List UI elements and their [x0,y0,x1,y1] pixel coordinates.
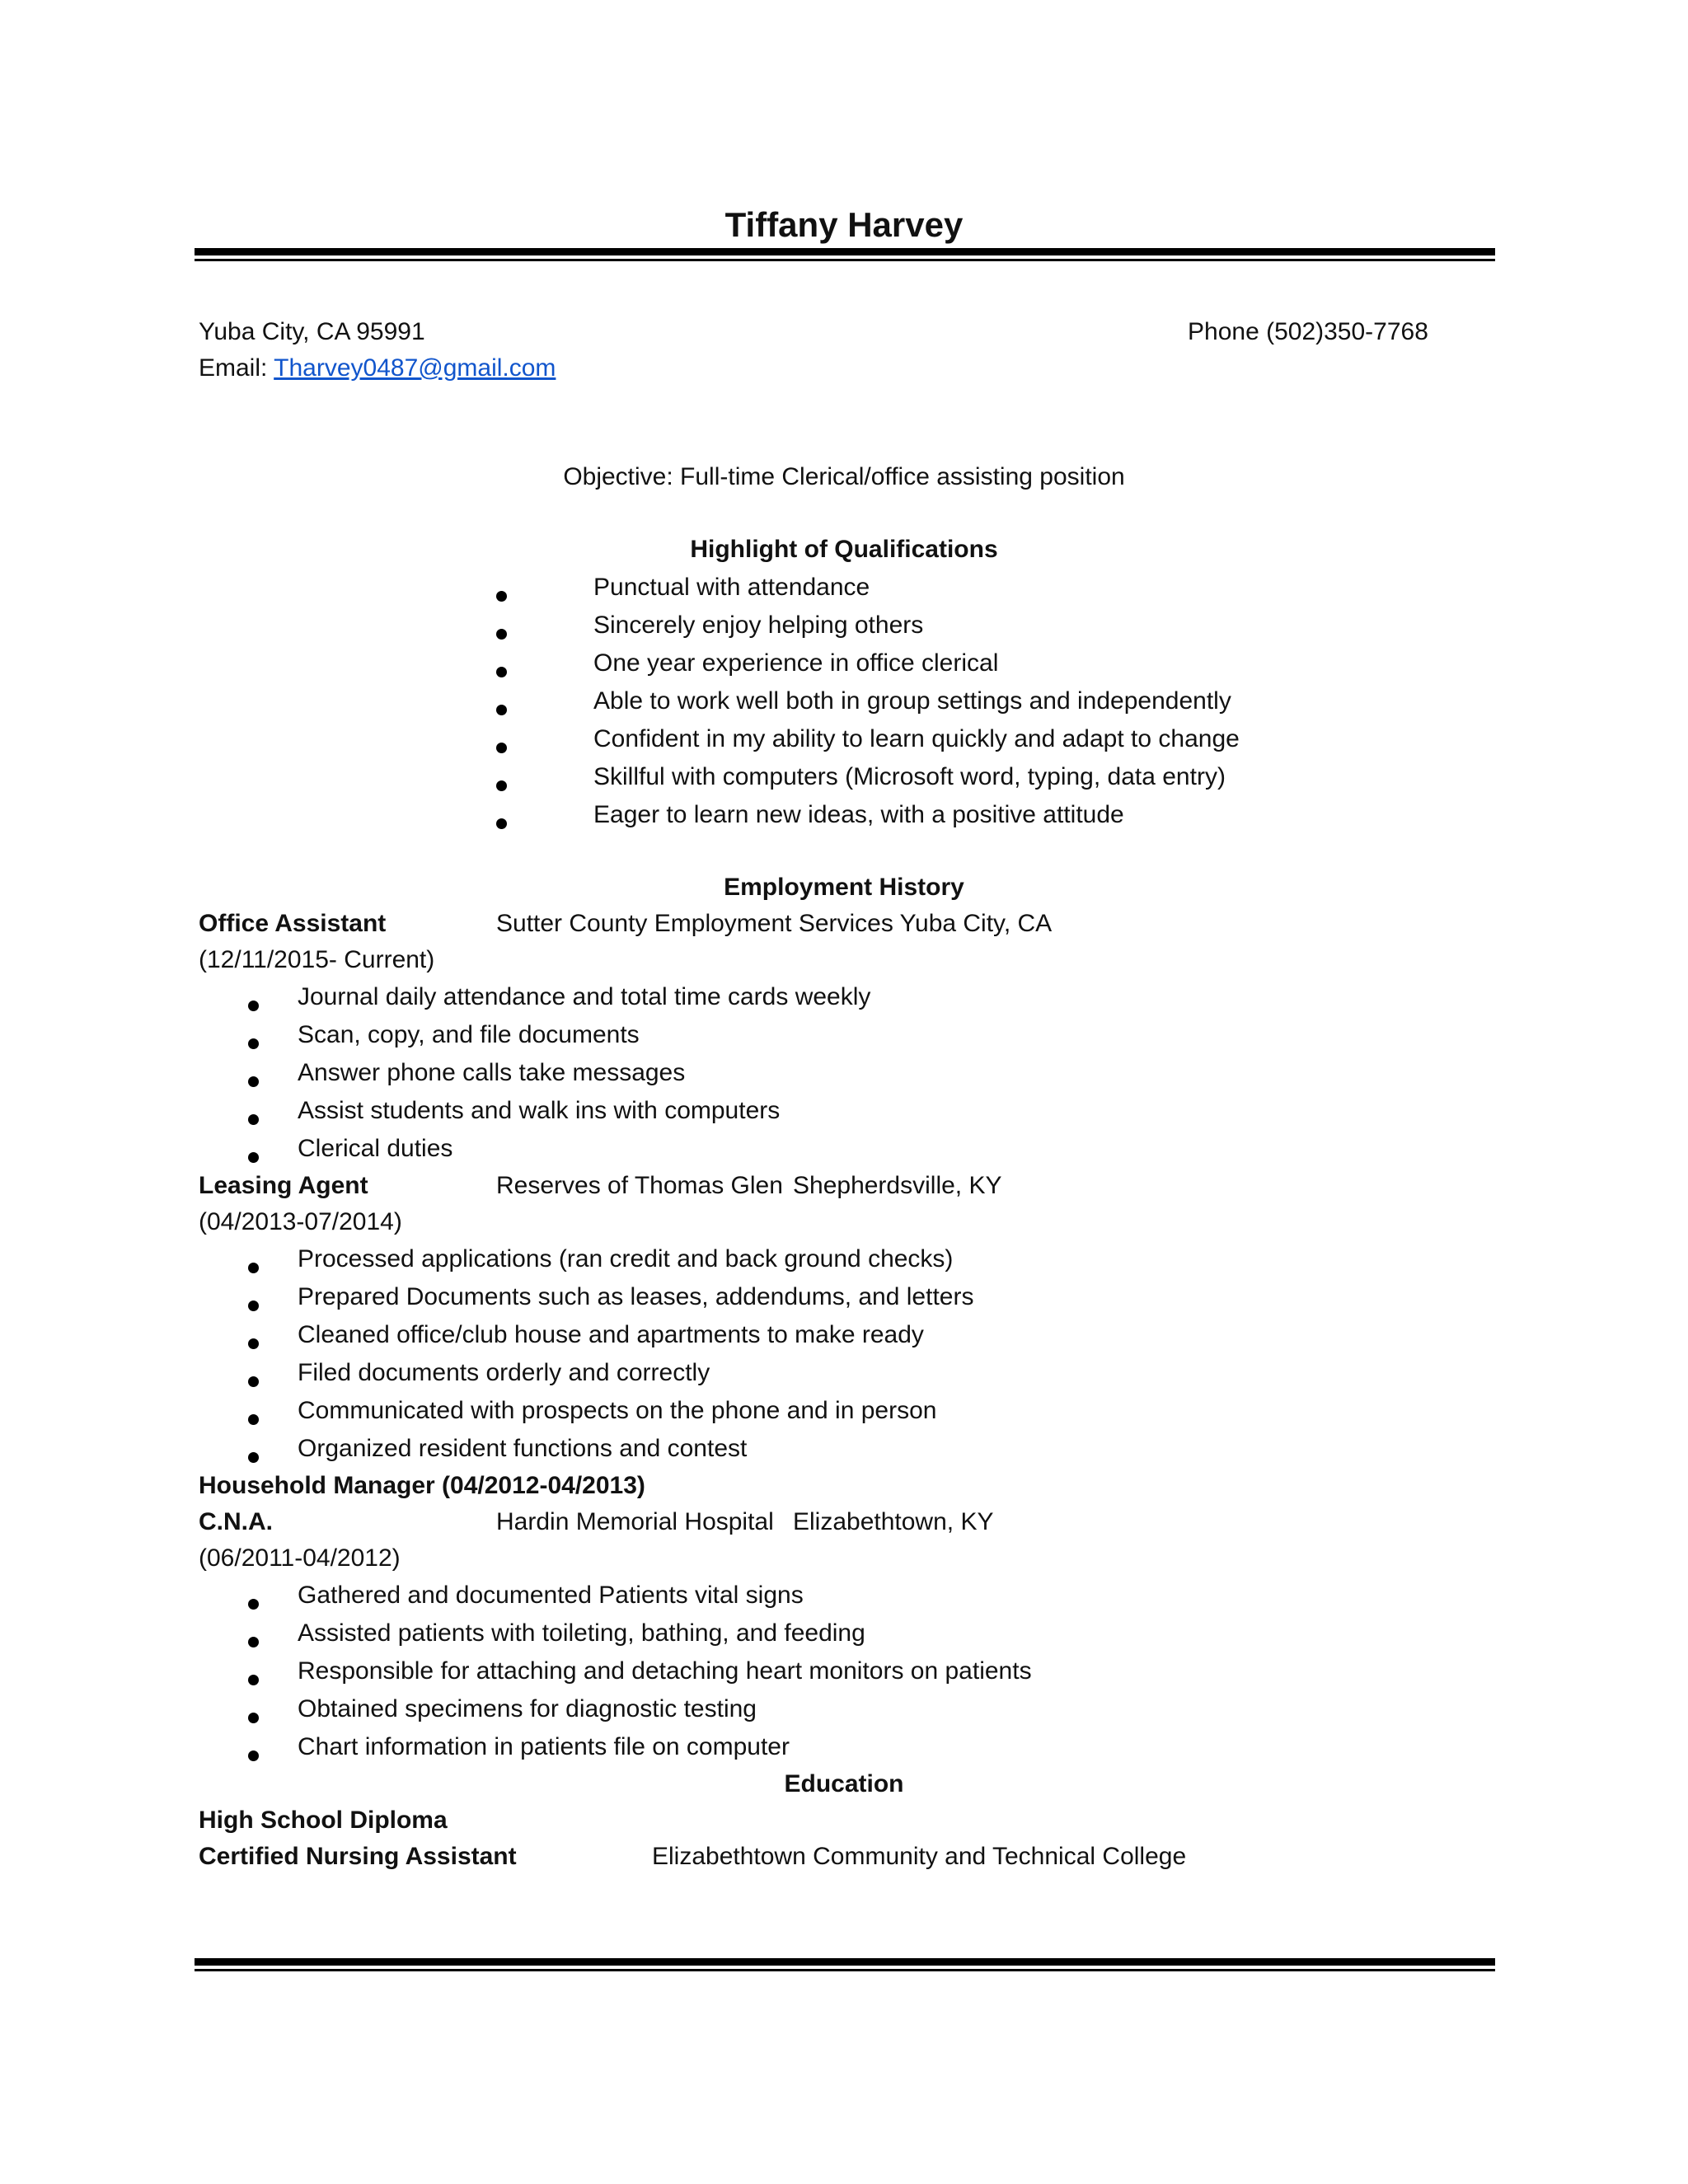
education-credential: Certified Nursing Assistant [199,1843,517,1870]
job-duty: Organized resident functions and contest [298,1435,748,1462]
education-heading: Education [784,1770,904,1797]
bullet-icon [248,1114,259,1125]
email-label: Email: [199,354,274,382]
job-dates: (06/2011-04/2012) [199,1544,401,1572]
qualification-item: One year experience in office clerical [593,649,999,677]
job-title: C.N.A. [199,1508,273,1535]
bullet-icon [248,1750,259,1761]
job-location: Elizabethtown, KY [793,1508,994,1535]
qualification-item: Eager to learn new ideas, with a positive attitude [593,801,1124,828]
employment-heading: Employment History [724,874,964,901]
job-duty: Chart information in patients file on computer [298,1733,790,1760]
bullet-icon [248,1414,259,1425]
bullet-icon [496,667,507,677]
job-duty: Filed documents orderly and correctly [298,1359,710,1386]
footer-divider [195,1958,1495,1971]
bullet-icon [248,1263,259,1273]
job-duty: Obtained specimens for diagnostic testing [298,1695,757,1722]
job-duty: Journal daily attendance and total time cards weekly [298,983,871,1010]
bullet-icon [496,780,507,791]
qualification-item: Confident in my ability to learn quickly and adapt to change [593,725,1240,752]
bullet-icon [248,1001,259,1011]
bullet-icon [248,1637,259,1647]
email-link[interactable]: Tharvey0487@gmail.com [274,354,556,382]
qualifications-heading: Highlight of Qualifications [690,536,998,563]
job-duty: Clerical duties [298,1135,453,1162]
job-employer: Sutter County Employment Services Yuba City, CA [496,910,1053,937]
contact-address: Yuba City, CA 95991 [199,318,425,345]
qualification-item: Punctual with attendance [593,574,870,601]
resume-name: Tiffany Harvey [724,205,964,244]
bullet-icon [496,743,507,753]
job-duty: Prepared Documents such as leases, addendums, and letters [298,1283,974,1310]
job-dates: (04/2013-07/2014) [199,1208,402,1235]
bullet-icon [248,1338,259,1349]
job-title: Office Assistant [199,910,387,937]
bullet-icon [496,629,507,640]
contact-phone: Phone (502)350-7768 [1188,318,1428,345]
bullet-icon [248,1152,259,1163]
bullet-icon [248,1675,259,1685]
job-employer: Reserves of Thomas Glen [496,1172,783,1199]
job-duty: Assist students and walk ins with computers [298,1097,781,1124]
education-credential: High School Diploma [199,1807,448,1834]
job-dates: (12/11/2015- Current) [199,946,435,973]
job-duty: Answer phone calls take messages [298,1059,686,1086]
job-duty: Gathered and documented Patients vital signs [298,1582,804,1609]
bullet-icon [248,1076,259,1087]
bullet-icon [248,1713,259,1723]
job-duty: Responsible for attaching and detaching heart monitors on patients [298,1657,1032,1685]
bullet-icon [248,1376,259,1387]
education-school: Elizabethtown Community and Technical College [652,1843,1187,1870]
bullet-icon [496,591,507,602]
qualification-item: Skillful with computers (Microsoft word, typing, data entry) [593,763,1226,790]
objective: Objective: Full-time Clerical/office assisting position [563,463,1125,490]
job-title: Leasing Agent [199,1172,368,1199]
header-divider [195,248,1495,261]
job-duty: Communicated with prospects on the phone and in person [298,1397,937,1424]
job-duty: Assisted patients with toileting, bathing, and feeding [298,1619,865,1647]
job-duty: Cleaned office/club house and apartments to make ready [298,1321,924,1348]
job-duty: Processed applications (ran credit and back ground checks) [298,1245,954,1272]
bullet-icon [248,1452,259,1463]
bullet-icon [248,1038,259,1049]
bullet-icon [496,818,507,829]
bullet-icon [496,705,507,715]
job-title: Household Manager (04/2012-04/2013) [199,1472,645,1499]
qualification-item: Sincerely enjoy helping others [593,612,924,639]
bullet-icon [248,1599,259,1610]
job-duty: Scan, copy, and file documents [298,1021,640,1048]
contact-email-row [199,356,556,381]
job-employer: Hardin Memorial Hospital [496,1508,774,1535]
qualification-item: Able to work well both in group settings and independently [593,687,1231,715]
bullet-icon [248,1301,259,1311]
job-location: Shepherdsville, KY [793,1172,1002,1199]
